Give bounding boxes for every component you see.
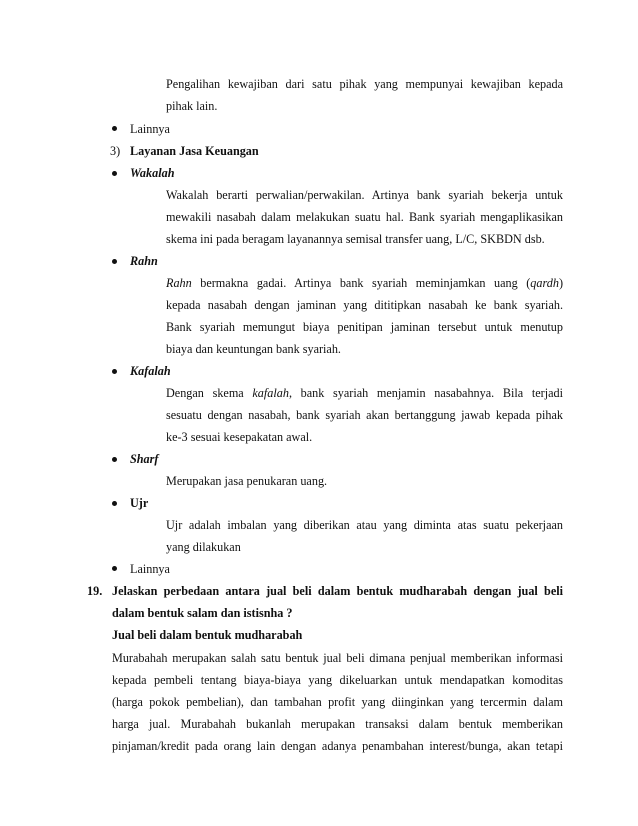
paragraph-line: kepada pembeli tentang biaya-biaya yang dikeluarkan untuk mendapatkan komoditas [112, 673, 563, 687]
text-run: ) [558, 276, 563, 290]
paragraph-line: pihak lain. [166, 99, 218, 113]
paragraph-line: mewakili nasabah dalam melakukan suatu hal. Bank syariah mengaplikasikan [166, 210, 563, 224]
paragraph-line: Ujr adalah imbalan yang diberikan atau yang diminta atas suatu pekerjaan [166, 518, 563, 532]
bullet-icon [112, 171, 117, 176]
bullet-icon [112, 259, 117, 264]
paragraph-line: kepada nasabah dengan jaminan yang dititipkan nasabah ke bank syariah. [166, 298, 563, 312]
section-heading: Layanan Jasa Keuangan [130, 144, 259, 158]
term-rahn: Rahn [166, 276, 192, 290]
question-line: dalam bentuk salam dan istisnha ? [112, 606, 293, 620]
bullet-icon [112, 501, 117, 506]
paragraph-line: pinjaman/kredit pada orang lain dengan adanya penambahan interest/bunga, akan tetapi [112, 739, 563, 753]
bullet-label: Lainnya [130, 562, 170, 576]
paragraph-line: Merupakan jasa penukaran uang. [166, 474, 328, 488]
bullet-label: Ujr [130, 496, 149, 510]
paragraph-line: ke-3 sesuai kesepakatan awal. [166, 430, 313, 444]
paragraph-line: skema ini pada beragam layanannya semisal transfer uang, L/C, SKBDN dsb. [166, 232, 545, 246]
paragraph-line: yang dilakukan [166, 540, 241, 554]
paragraph-line: Bank syariah memungut biaya penitipan jaminan tersebut untuk menutup [166, 320, 563, 334]
bullet-icon [112, 126, 117, 131]
term-kafalah: kafalah [252, 386, 289, 400]
question-number: 19. [87, 584, 103, 598]
paragraph-line [166, 385, 563, 401]
text-run: Dengan skema [166, 386, 253, 400]
bullet-icon [112, 457, 117, 462]
paragraph-line: Wakalah berarti perwalian/perwakilan. Artinya bank syariah bekerja untuk [166, 188, 563, 202]
bullet-label: Rahn [130, 254, 158, 268]
text-run: bermakna gadai. Artinya bank syariah meminjamkan uang ( [191, 276, 531, 290]
paragraph-line: harga jual. Murabahah bukanlah merupakan transaksi dalam bentuk memberikan [112, 717, 563, 731]
paragraph-line: (harga pokok pembelian), dan tambahan profit yang diinginkan yang tercermin dalam [112, 695, 563, 709]
text-run: , bank syariah menjamin nasabahnya. Bila terjadi [288, 386, 563, 400]
bullet-label: Sharf [130, 452, 159, 466]
bullet-icon [112, 566, 117, 571]
paragraph-line: biaya dan keuntungan bank syariah. [166, 342, 341, 356]
paragraph-line: Pengalihan kewajiban dari satu pihak yang mempunyai kewajiban kepada [166, 77, 563, 91]
paragraph-line: sesuatu dengan nasabah, bank syariah akan bertanggung jawab kepada pihak [166, 408, 563, 422]
answer-subheading: Jual beli dalam bentuk mudharabah [112, 628, 303, 642]
bullet-label: Lainnya [130, 122, 170, 136]
bullet-label: Wakalah [130, 166, 175, 180]
paragraph-line: Murabahah merupakan salah satu bentuk jual beli dimana penjual memberikan informasi [112, 651, 563, 665]
paragraph-line [166, 275, 563, 291]
bullet-icon [112, 369, 117, 374]
section-number: 3) [110, 144, 121, 158]
term-qardh: qardh [530, 276, 559, 290]
bullet-label: Kafalah [130, 364, 171, 378]
question-line: Jelaskan perbedaan antara jual beli dalam bentuk mudharabah dengan jual beli [112, 584, 563, 598]
